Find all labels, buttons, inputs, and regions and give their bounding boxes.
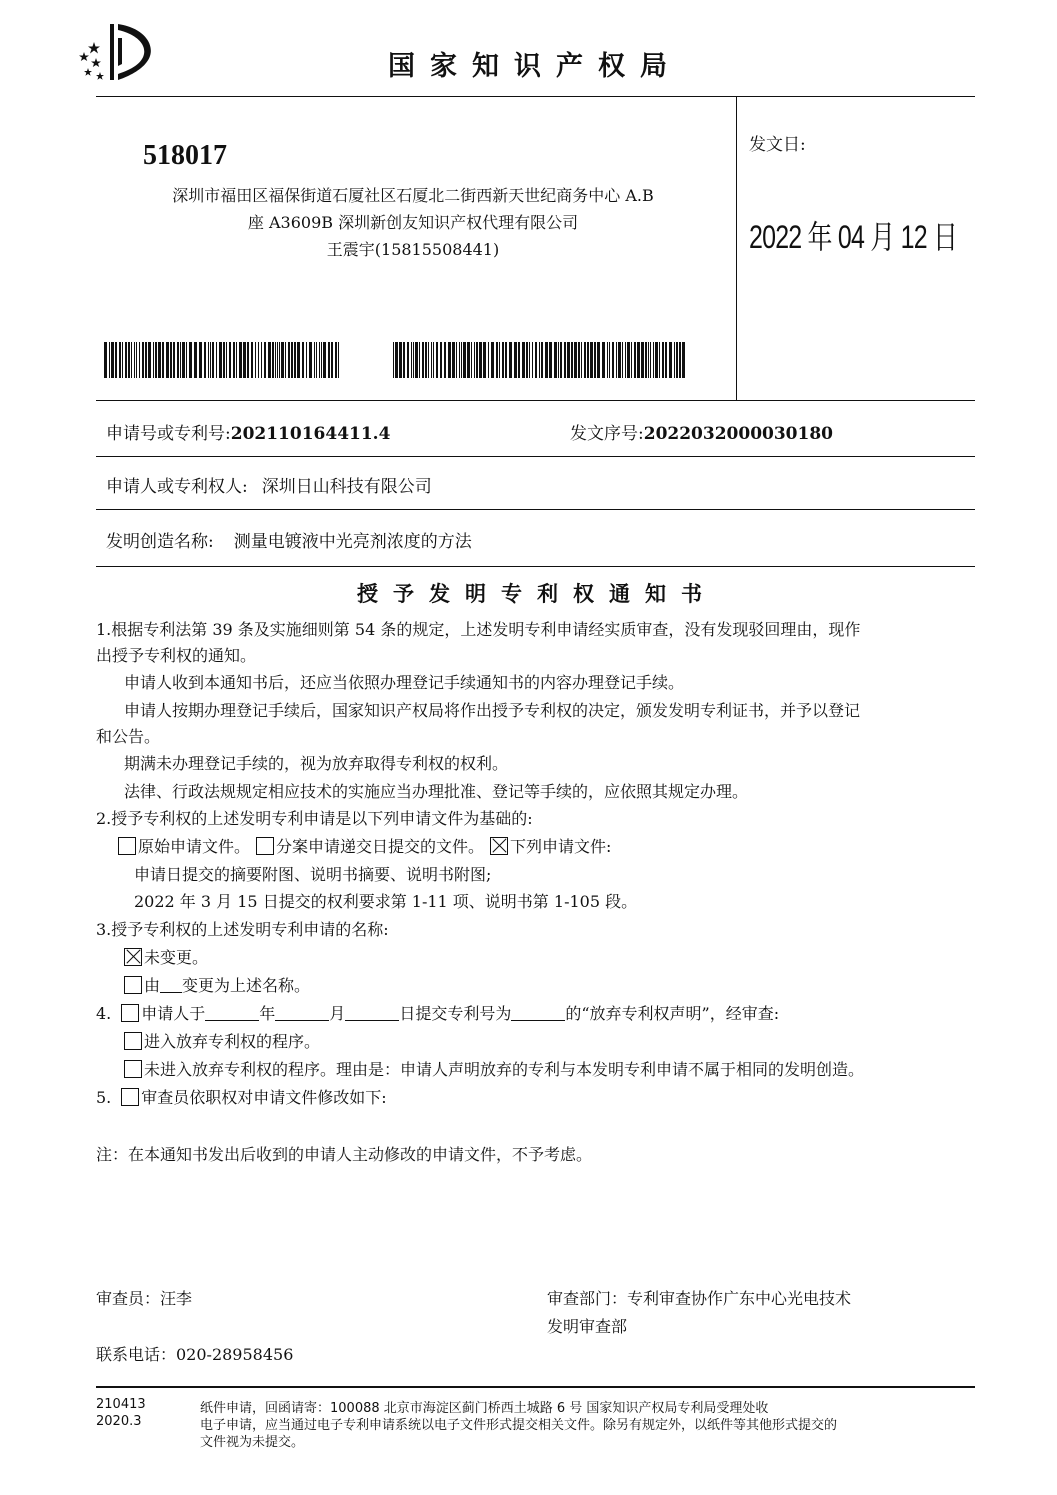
invention-name (106, 527, 472, 552)
blank-month (275, 1005, 329, 1021)
para-2: 申请人收到本通知书后，还应当依照办理登记手续通知书的内容办理登记手续。 (124, 673, 685, 692)
section-4-option-2 (124, 1059, 864, 1081)
address-line-3: 王震宇(15815508441) (326, 240, 500, 259)
footer-line-2: 电子申请，应当通过电子专利申请系统以电子文件形式提交相关文件。除另有规定外，以纸件等其他形式提交的 (200, 1418, 838, 1433)
checkbox-divisional-documents (256, 837, 274, 855)
checkbox-examiner-amendment (121, 1088, 139, 1106)
section-4-line (96, 1003, 779, 1025)
cnipa-logo (74, 20, 158, 82)
para-1-line-1: 1.根据专利法第 39 条及实施细则第 54 条的规定，上述发明专利申请经实质审查，没有发现驳回理由，现作 (96, 620, 861, 639)
option-enter-abandonment: 进入放弃专利权的程序。 (144, 1032, 321, 1051)
contact-phone: 联系电话：020-28958456 (96, 1345, 294, 1364)
para-3-line-1: 申请人按期办理登记手续后，国家知识产权局将作出授予专利权的决定，颁发发明专利证书，并予以登记 (124, 701, 861, 720)
application-number (106, 419, 390, 444)
barcode-left (104, 342, 342, 378)
serial-number (570, 419, 833, 444)
para-5: 法律、行政法规规定相应技术的实施应当办理批准、登记等手续的，应依照其规定办理。 (124, 782, 749, 801)
footer-line-3: 文件视为未提交。 (200, 1435, 305, 1450)
star-icon (96, 72, 104, 80)
address-line-2: 座 A3609B 深圳新创友知识产权代理有限公司 (247, 213, 579, 232)
checkbox-listed-documents (490, 837, 508, 855)
section-2-detail-2: 2022 年 3 月 15 日提交的权利要求第 1-11 项、说明书第 1-105 段。 (134, 892, 638, 911)
invention-name-label: 发明创造名称: (106, 532, 214, 552)
blank-patent-number (511, 1005, 565, 1021)
header-divider (96, 96, 975, 97)
option-name-unchanged: 未变更。 (144, 948, 209, 967)
option-divisional-documents: 分案申请递交日提交的文件。 (276, 837, 485, 856)
blank-year (205, 1005, 259, 1021)
section-2-detail-1: 申请日提交的摘要附图、说明书摘要、说明书附图; (134, 865, 492, 884)
barcode-right (393, 342, 687, 378)
invention-name-value: 测量电镀液中光亮剂浓度的方法 (233, 532, 472, 552)
section-3-option-2 (124, 975, 310, 997)
s4-text-c: 月 (329, 1004, 346, 1023)
section-2-options (118, 836, 611, 858)
option-name-changed-suffix: 变更为上述名称。 (182, 976, 311, 995)
fields-divider-2 (96, 509, 975, 510)
section-3-heading: 3.授予专利权的上述发明专利申请的名称: (96, 920, 389, 939)
option-listed-documents: 下列申请文件: (510, 837, 612, 856)
address-line-1: 深圳市福田区福保街道石厦社区石厦北二街西新天世纪商务中心 A.B (172, 186, 654, 205)
blank-original-name (160, 977, 182, 993)
applicant-label: 申请人或专利权人: (106, 477, 248, 497)
serial-number-label: 发文序号: (570, 424, 644, 444)
option-not-enter-abandonment: 未进入放弃专利权的程序。理由是：申请人声明放弃的专利与本发明专利申请不属于相同的发明创造。 (144, 1060, 865, 1079)
checkbox-not-enter-abandonment (124, 1060, 142, 1078)
applicant (106, 472, 432, 497)
s4-text-e: 的“放弃专利权声明”，经审查: (565, 1004, 780, 1023)
section-2-heading: 2.授予专利权的上述发明专利申请是以下列申请文件为基础的: (96, 809, 533, 828)
fields-divider-1 (96, 456, 975, 457)
para-1-line-2: 出授予专利权的通知。 (96, 646, 257, 665)
department-line-2: 发明审查部 (547, 1317, 628, 1336)
examiner: 审查员：汪李 (96, 1289, 193, 1308)
serial-number-value: 2022032000030180 (643, 424, 833, 444)
form-code: 210413 (96, 1397, 146, 1412)
date-column-divider (736, 96, 737, 400)
fields-divider-3 (96, 566, 975, 567)
checkbox-name-unchanged (124, 948, 142, 966)
section-5-line (96, 1087, 387, 1109)
s4-text-a: 申请人于 (141, 1004, 206, 1023)
para-3-line-2: 和公告。 (96, 727, 161, 746)
section-5-number: 5. (96, 1088, 112, 1107)
application-number-value: 202110164411.4 (230, 424, 391, 444)
s4-text-b: 年 (259, 1004, 276, 1023)
section-4-number: 4. (96, 1004, 112, 1023)
checkbox-abandonment (121, 1004, 139, 1022)
footer-line-1: 纸件申请，回函请寄：100088 北京市海淀区蓟门桥西土城路 6 号 国家知识产权局专利局受理处收 (200, 1401, 769, 1416)
star-icon (91, 58, 101, 67)
note: 注：在本通知书发出后收到的申请人主动修改的申请文件，不予考虑。 (96, 1145, 593, 1164)
notice-title: 授予发明专利权通知书 (357, 582, 717, 606)
section-5-text: 审查员依职权对申请文件修改如下: (141, 1088, 387, 1107)
star-icon (79, 52, 89, 61)
applicant-value: 深圳日山科技有限公司 (261, 477, 432, 497)
department-line-1: 审查部门：专利审查协作广东中心光电技术 (547, 1289, 852, 1308)
checkbox-original-documents (118, 837, 136, 855)
issue-date-label: 发文日: (749, 135, 806, 155)
postal-code: 518017 (143, 140, 227, 171)
section-4-option-1 (124, 1031, 320, 1053)
section-3-option-1 (124, 947, 208, 969)
blank-day (345, 1005, 399, 1021)
agency-title: 国家知识产权局 (388, 51, 682, 82)
issue-date-value: 2022 年 04 月 12 日 (749, 219, 958, 255)
form-version: 2020.3 (96, 1414, 142, 1429)
s4-text-d: 日提交专利号为 (399, 1004, 512, 1023)
checkbox-name-changed (124, 976, 142, 994)
checkbox-enter-abandonment (124, 1032, 142, 1050)
option-original-documents: 原始申请文件。 (138, 837, 251, 856)
option-name-changed-prefix: 由 (144, 976, 161, 995)
star-icon (84, 68, 92, 76)
fields-top-divider (96, 400, 975, 401)
para-4: 期满未办理登记手续的，视为放弃取得专利权的权利。 (124, 754, 509, 773)
application-number-label: 申请号或专利号: (106, 424, 231, 444)
star-icon (88, 42, 100, 54)
footer-divider (96, 1386, 975, 1388)
